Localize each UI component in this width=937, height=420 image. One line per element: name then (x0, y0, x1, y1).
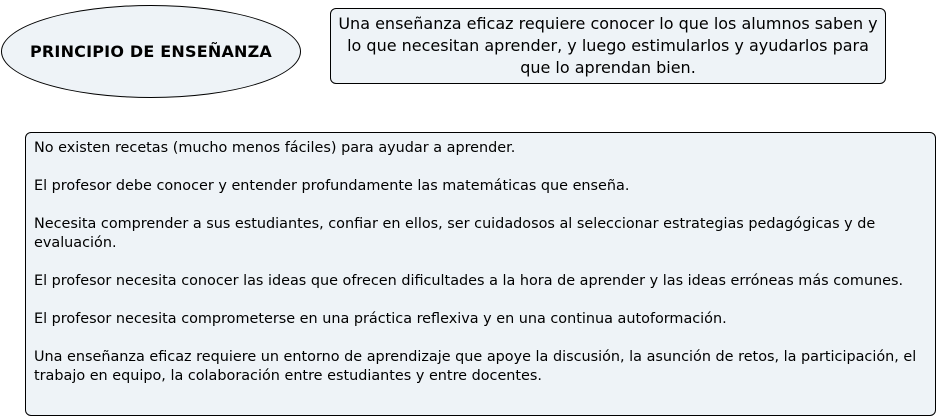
detail-item-5: El profesor necesita comprometerse en una práctica reflexiva y en una continua autoformación. (34, 311, 727, 327)
principle-title: PRINCIPIO DE ENSEÑANZA (29, 42, 273, 61)
detail-item-1: No existen recetas (mucho menos fáciles) para ayudar a aprender. (34, 140, 516, 156)
details-node (25, 132, 936, 416)
definition-node (330, 8, 886, 84)
detail-item-6: Una enseñanza eficaz requiere un entorno de aprendizaje que apoye la discusión, la asunción de retos, la participación, el trabajo en equipo, la colaboración entre estudiantes y entre docentes. (34, 349, 917, 384)
detail-item-4: El profesor necesita conocer las ideas que ofrecen dificultades a la hora de aprender y las ideas erróneas más comunes. (34, 273, 904, 289)
detail-item-2: El profesor debe conocer y entender profundamente las matemáticas que enseña. (34, 178, 630, 194)
definition-text: Una enseñanza eficaz requiere conocer lo que los alumnos saben y lo que necesitan aprender, y luego estimularlos y ayudarlos para que lo aprendan bien. (338, 14, 878, 77)
principle-node (1, 5, 301, 98)
detail-item-3: Necesita comprender a sus estudiantes, confiar en ellos, ser cuidadosos al seleccionar estrategias pedagógicas y de evaluación. (34, 216, 876, 251)
